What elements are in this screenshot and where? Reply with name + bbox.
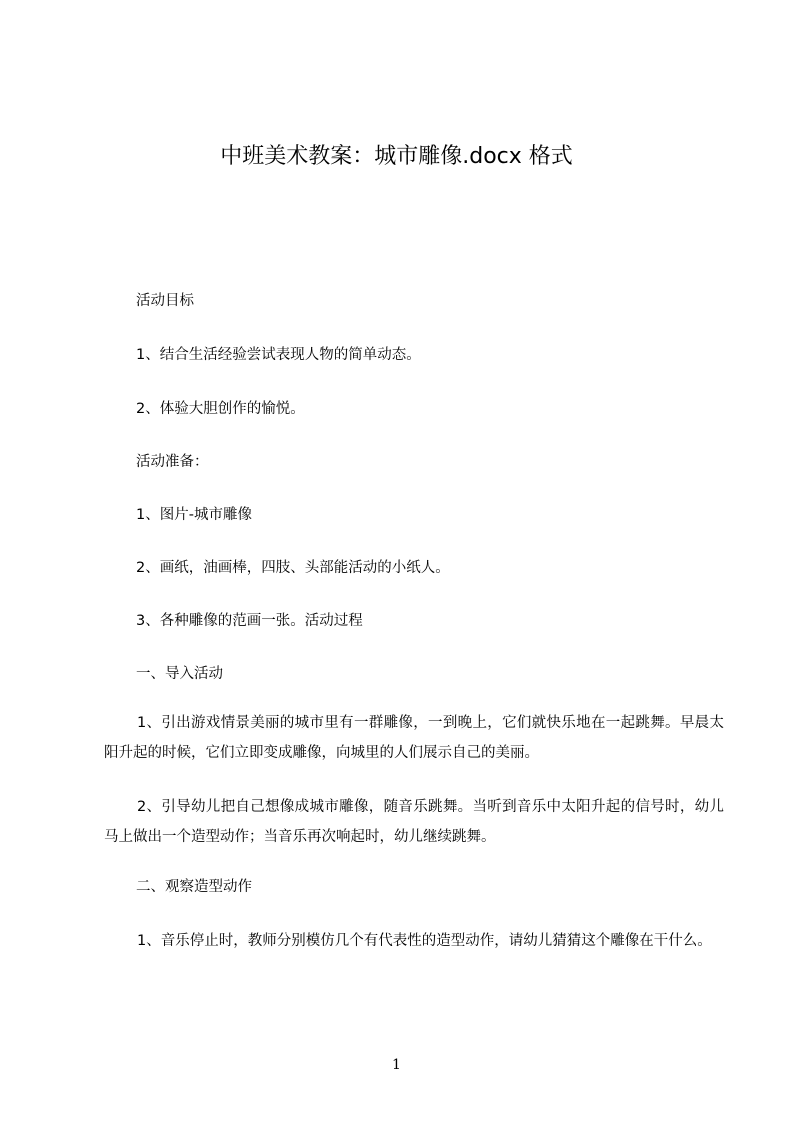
paragraph: 3、各种雕像的范画一张。活动过程 (136, 613, 363, 629)
paragraph: 1、引出游戏情景美丽的城市里有一群雕像，一到晚上，它们就快乐地在一起跳舞。早晨太阳升起的时候，它们立即变成雕像，向城里的人们展示自己的美丽。 (104, 715, 724, 761)
paragraph: 2、体验大胆创作的愉悦。 (136, 401, 305, 417)
page-title: 中班美术教案：城市雕像.docx 格式 (220, 144, 573, 169)
paragraph: 2、画纸，油画棒，四肢、头部能活动的小纸人。 (136, 560, 450, 576)
section-heading-intro: 一、导入活动 (136, 666, 223, 682)
paragraph: 2、引导幼儿把自己想像成城市雕像，随音乐跳舞。当听到音乐中太阳升起的信号时，幼儿马上做出一个造型动作；当音乐再次响起时，幼儿继续跳舞。 (104, 799, 724, 845)
paragraph: 1、音乐停止时，教师分别模仿几个有代表性的造型动作，请幼儿猜猜这个雕像在干什么。 (137, 933, 712, 949)
section-heading-goals: 活动目标 (136, 293, 194, 309)
page-number: 1 (392, 1057, 401, 1073)
paragraph: 1、图片-城市雕像 (136, 507, 252, 523)
section-heading-preparation: 活动准备： (136, 454, 209, 470)
paragraph: 1、结合生活经验尝试表现人物的简单动态。 (136, 347, 421, 363)
section-heading-observe: 二、观察造型动作 (136, 879, 252, 895)
